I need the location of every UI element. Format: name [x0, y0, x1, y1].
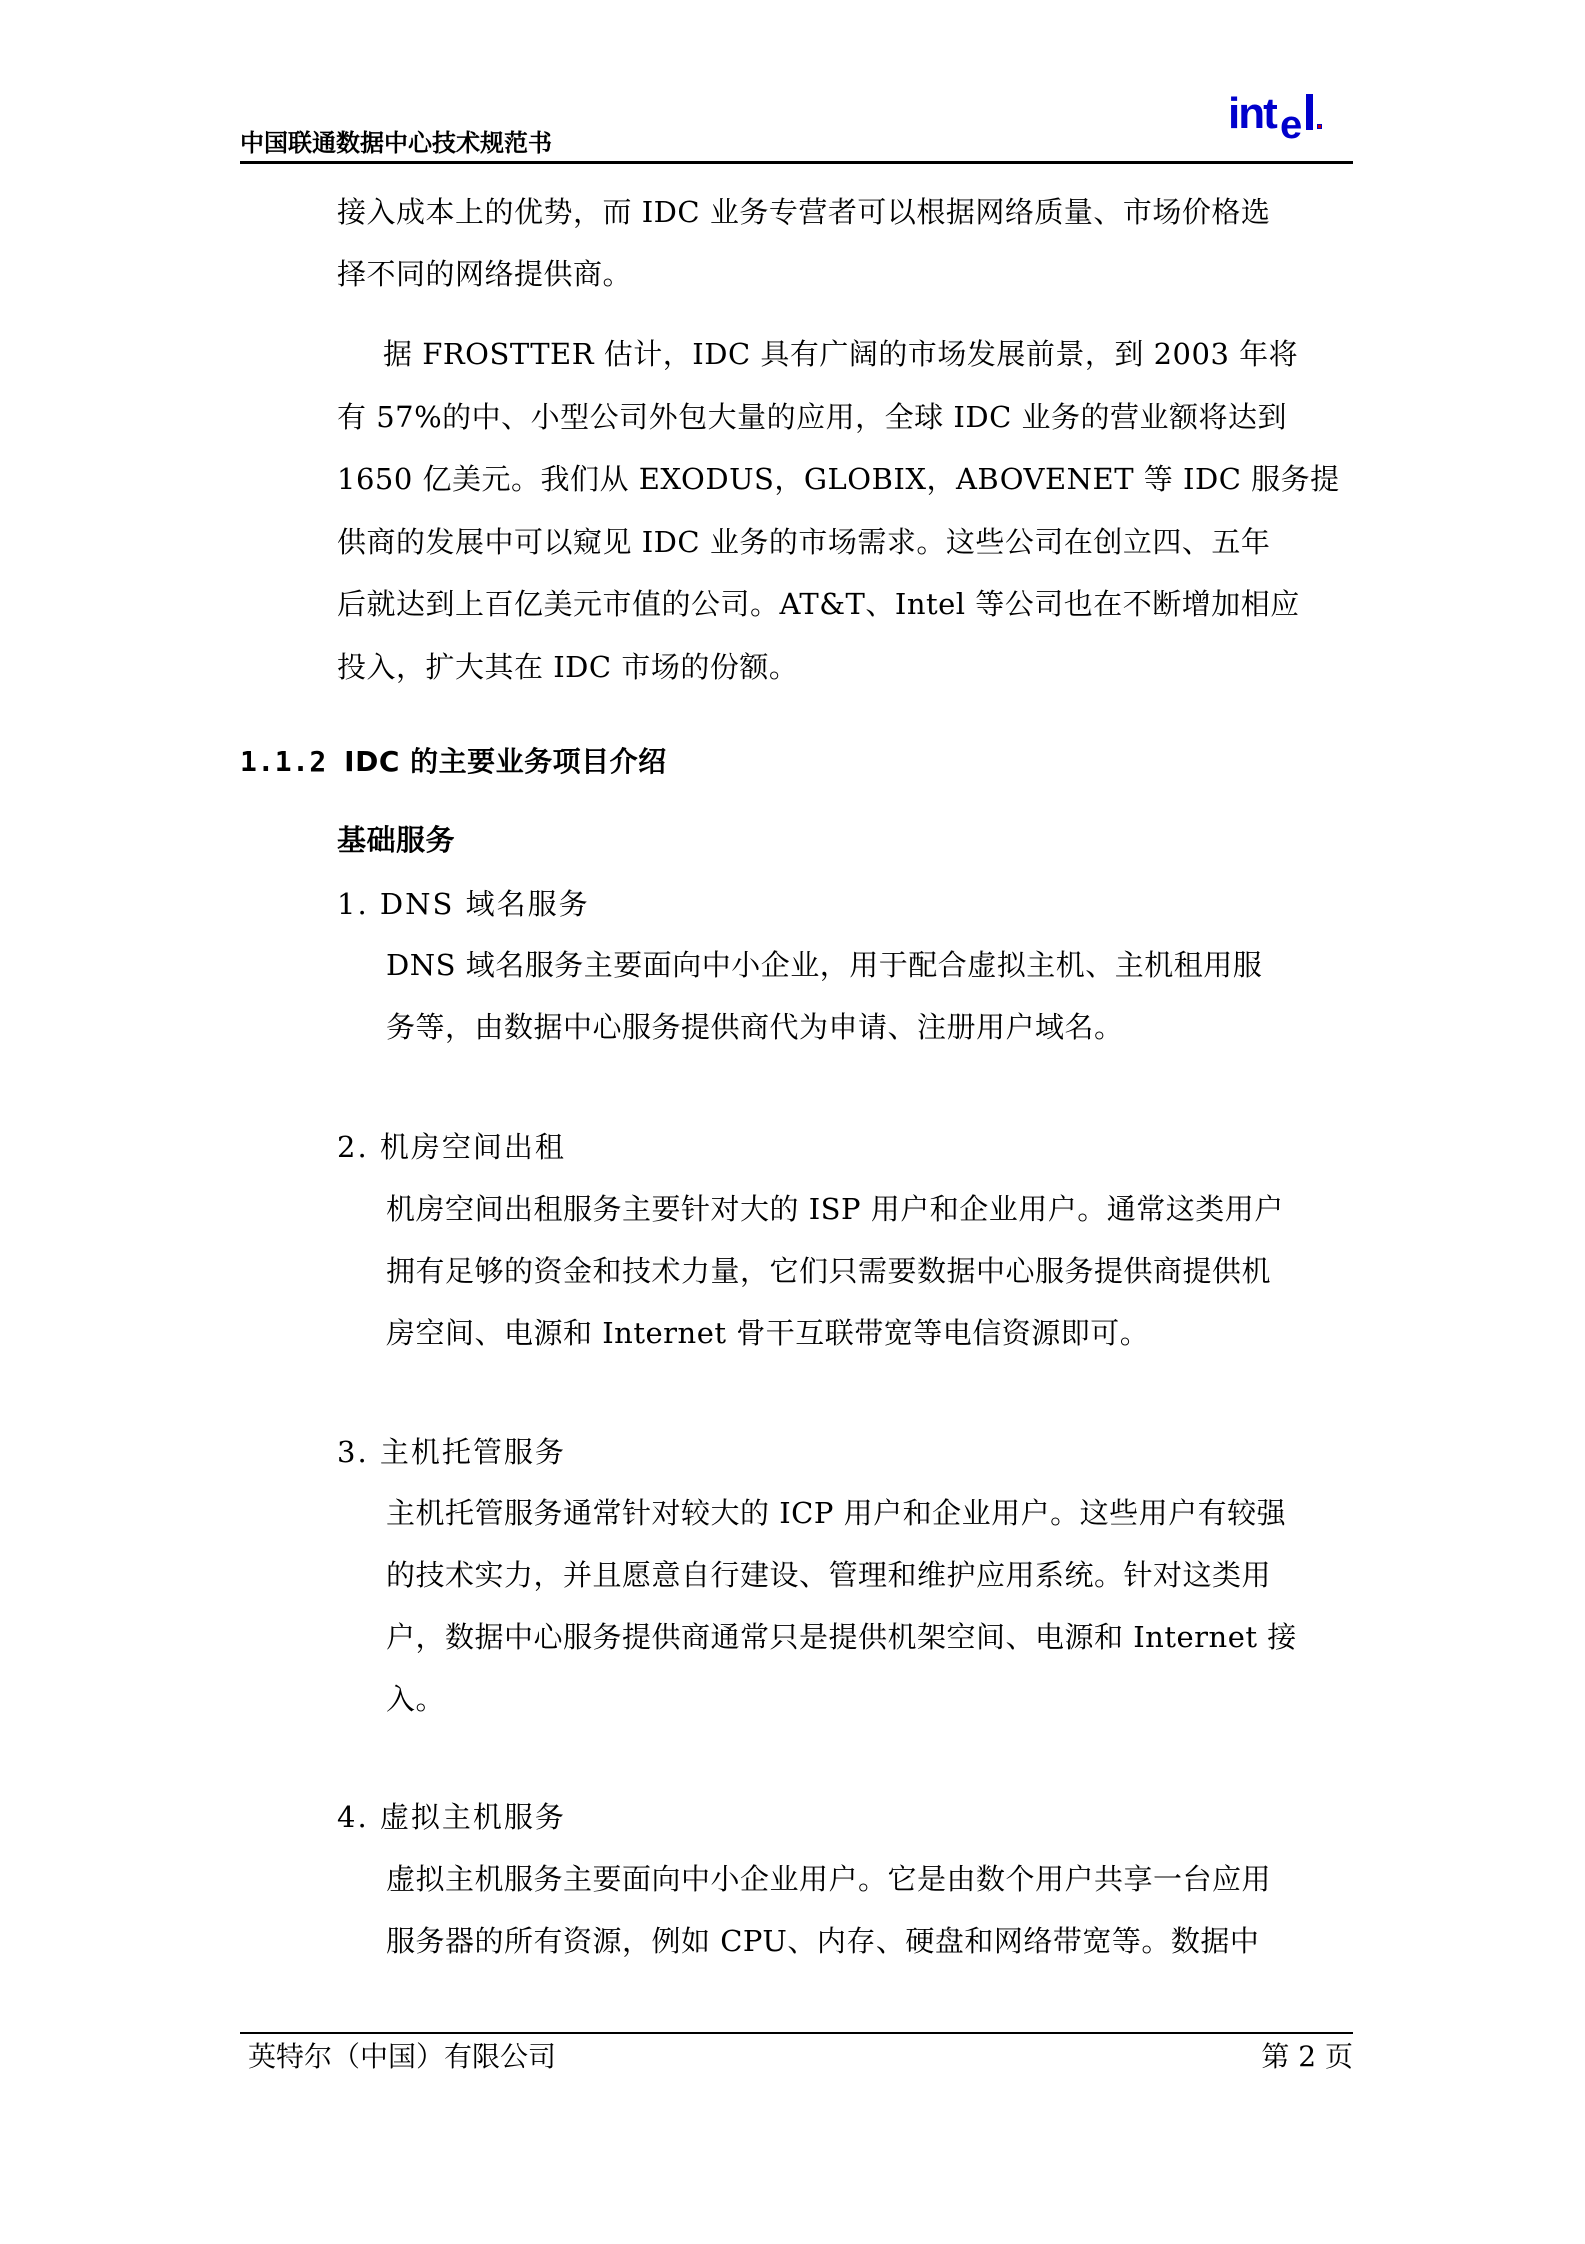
list-item-label: 虚拟主机服务	[379, 1800, 566, 1834]
list-item-label: 主机托管服务	[379, 1435, 566, 1469]
paragraph-line: 接入成本上的优势，而 IDC 业务专营者可以根据网络质量、市场价格选	[337, 195, 1271, 229]
section-number: 1.1.2	[240, 745, 327, 778]
list-item-label: DNS 域名服务	[379, 887, 590, 921]
list-item-text: 户，数据中心服务提供商通常只是提供机架空间、电源和 Internet 接	[386, 1620, 1297, 1654]
paragraph-line: 投入，扩大其在 IDC 市场的份额。	[337, 650, 799, 684]
list-item-text: DNS 域名服务主要面向中小企业，用于配合虚拟主机、主机租用服	[386, 948, 1263, 982]
paragraph-line: 1650 亿美元。我们从 EXODUS，GLOBIX，ABOVENET 等 IDC 服务提	[337, 462, 1340, 496]
intel-logo-icon	[1228, 88, 1338, 146]
list-item-text: 服务器的所有资源，例如 CPU、内存、硬盘和网络带宽等。数据中	[386, 1924, 1260, 1958]
paragraph-line: 据 FROSTTER 估计，IDC 具有广阔的市场发展前景，到 2003 年将	[383, 337, 1299, 371]
list-item-text: 房空间、电源和 Internet 骨干互联带宽等电信资源即可。	[386, 1316, 1150, 1350]
list-item-number: 1.	[337, 887, 369, 921]
list-item-text: 拥有足够的资金和技术力量，它们只需要数据中心服务提供商提供机	[386, 1254, 1272, 1288]
section-heading	[240, 745, 667, 779]
footer-company: 英特尔（中国）有限公司	[248, 2040, 557, 2073]
paragraph-line: 择不同的网络提供商。	[337, 257, 633, 291]
list-item-text: 主机托管服务通常针对较大的 ICP 用户和企业用户。这些用户有较强	[386, 1496, 1287, 1530]
list-item-title	[337, 887, 590, 921]
header-divider	[240, 161, 1353, 164]
list-item-text: 入。	[386, 1682, 446, 1716]
list-item-text: 机房空间出租服务主要针对大的 ISP 用户和企业用户。通常这类用户	[386, 1192, 1284, 1226]
list-item-number: 2.	[337, 1130, 369, 1164]
svg-text:e: e	[1280, 103, 1303, 146]
paragraph-line: 后就达到上百亿美元市值的公司。AT&T、Intel 等公司也在不断增加相应	[337, 587, 1300, 621]
list-item-title	[337, 1435, 566, 1469]
section-title: IDC 的主要业务项目介绍	[344, 745, 667, 778]
paragraph-line: 有 57%的中、小型公司外包大量的应用，全球 IDC 业务的营业额将达到	[337, 400, 1288, 434]
list-item-text: 的技术实力，并且愿意自行建设、管理和维护应用系统。针对这类用	[386, 1558, 1272, 1592]
subsection-heading: 基础服务	[337, 823, 456, 857]
paragraph-line: 供商的发展中可以窥见 IDC 业务的市场需求。这些公司在创立四、五年	[337, 525, 1271, 559]
list-item-title	[337, 1800, 566, 1834]
list-item-label: 机房空间出租	[379, 1130, 566, 1164]
list-item-number: 4.	[337, 1800, 369, 1834]
page-number: 第 2 页	[1261, 2040, 1353, 2073]
list-item-number: 3.	[337, 1435, 369, 1469]
list-item-title	[337, 1130, 566, 1164]
svg-text:int: int	[1228, 89, 1276, 138]
document-header-title: 中国联通数据中心技术规范书	[240, 129, 552, 157]
list-item-text: 虚拟主机服务主要面向中小企业用户。它是由数个用户共享一台应用	[386, 1862, 1272, 1896]
list-item-text: 务等，由数据中心服务提供商代为申请、注册用户域名。	[386, 1010, 1124, 1044]
footer-divider	[240, 2032, 1353, 2034]
